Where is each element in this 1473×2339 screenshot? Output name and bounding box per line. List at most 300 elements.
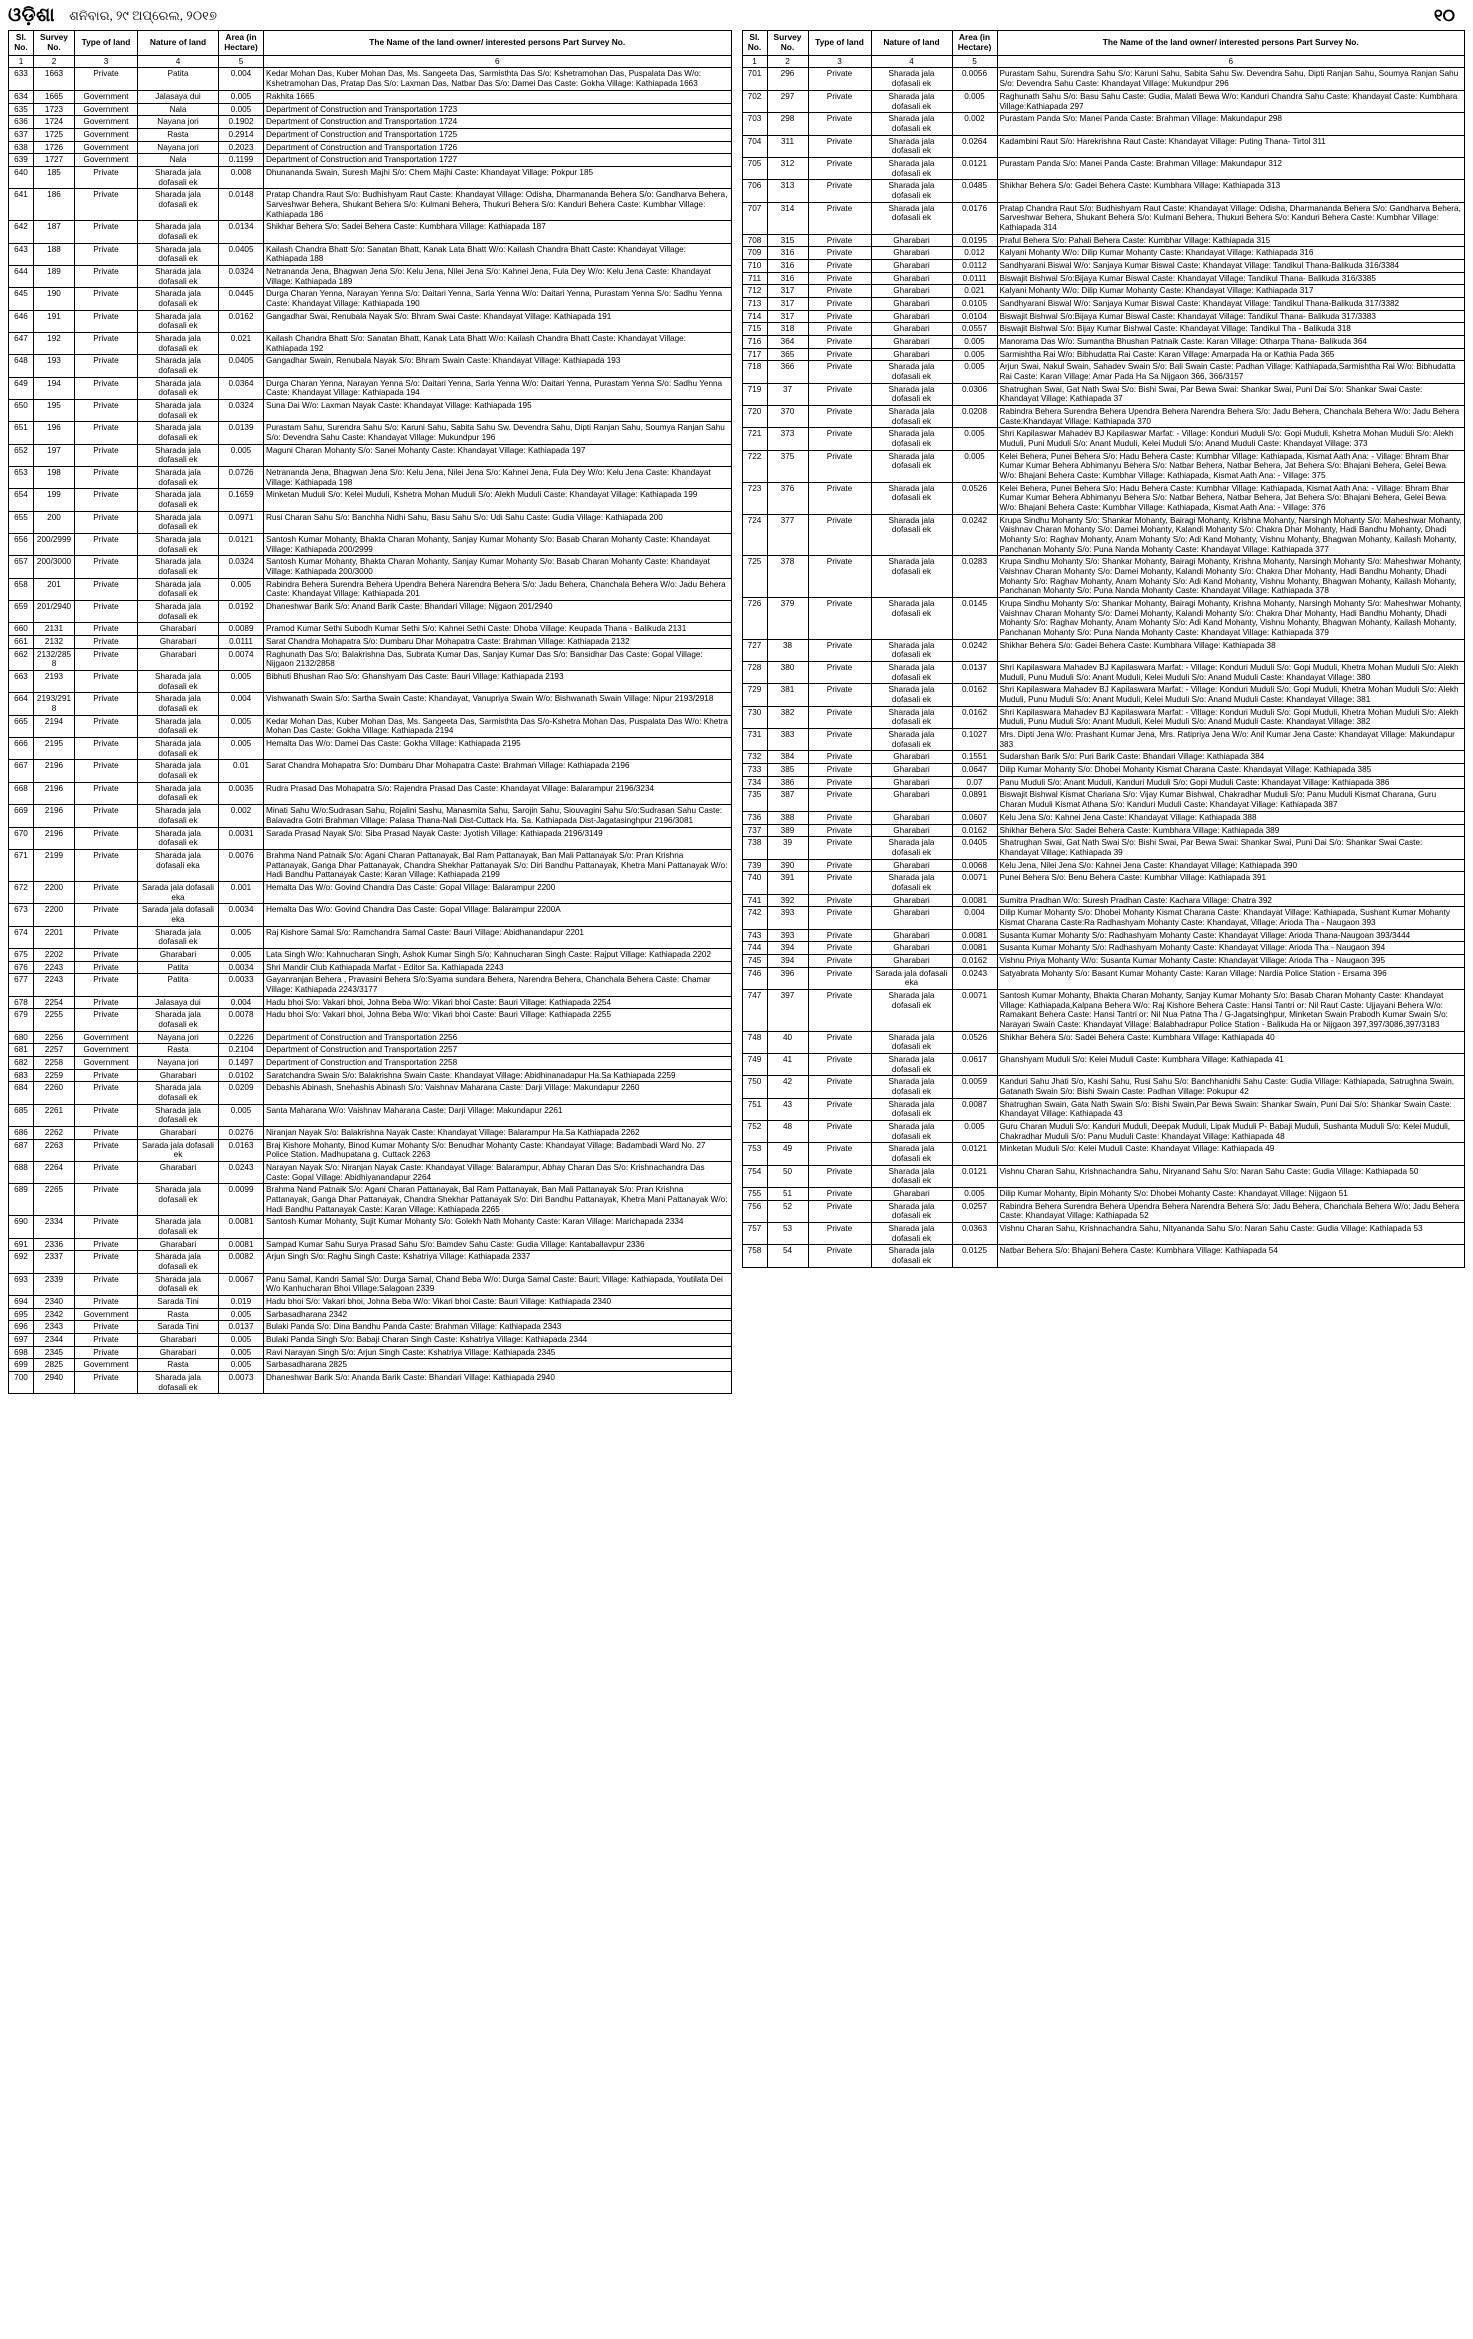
table-row	[742, 1053, 1465, 1075]
table-row	[9, 671, 732, 693]
cell-type-of-land: Government	[75, 1359, 138, 1372]
cell-nature-of-land: Rasta	[138, 128, 219, 141]
cell-owner: Lata Singh W/o: Kahnucharan Singh, Ashok Kumar Singh S/o: Kahnucharan Singh Caste: Rajput Village: Kathiapada 2202	[264, 948, 732, 961]
cell-nature-of-land: Sharada jala dofasali ek	[138, 760, 219, 782]
cell-nature-of-land: Gharabari	[138, 1126, 219, 1139]
cell-area: 0.0242	[952, 514, 997, 556]
cell-type-of-land: Private	[75, 849, 138, 881]
cell-survey-no: 316	[767, 247, 808, 260]
table-row	[9, 904, 732, 926]
cell-survey-no: 396	[767, 967, 808, 989]
table-row	[742, 706, 1465, 728]
table-row	[9, 636, 732, 649]
cell-survey-no: 41	[767, 1053, 808, 1075]
cell-owner: Kelu Jena, Nilei Jena S/o: Kahnei Jena Caste: Khandayat Village: Kathiapada 390	[997, 859, 1465, 872]
table-row	[9, 1104, 732, 1126]
cell-survey-no: 370	[767, 405, 808, 427]
cell-area: 0.005	[219, 1308, 264, 1321]
cell-sl-no: 741	[742, 894, 767, 907]
cell-sl-no: 657	[9, 556, 34, 578]
cell-owner: Shri Kapilaswara Mahadev BJ Kapilaswara Marfat: - Village: Konduri Muduli S/o: Gopi Muduli, Khetra Mohan Muduli S/o: Alekh Muduli, Punu Muduli S/o: Anant Muduli, Kelei Muduli S/o: Anand Muduli Caste: Khandayat Village: 381	[997, 684, 1465, 706]
cell-nature-of-land: Sharada jala dofasali ek	[138, 489, 219, 511]
cell-survey-no: 2194	[34, 715, 75, 737]
cell-area: 0.0162	[219, 310, 264, 332]
cell-survey-no: 48	[767, 1120, 808, 1142]
table-row	[9, 1372, 732, 1394]
cell-survey-no: 43	[767, 1098, 808, 1120]
cell-sl-no: 648	[9, 355, 34, 377]
cell-survey-no: 313	[767, 180, 808, 202]
cell-nature-of-land: Nayana jori	[138, 1056, 219, 1069]
cell-type-of-land: Private	[75, 904, 138, 926]
cell-survey-no: 2265	[34, 1184, 75, 1216]
cell-survey-no: 2202	[34, 948, 75, 961]
table-row	[742, 776, 1465, 789]
cell-type-of-land: Government	[75, 116, 138, 129]
cell-survey-no: 193	[34, 355, 75, 377]
cell-nature-of-land: Sharada jala dofasali ek	[138, 1009, 219, 1031]
header-nature-of-land: Nature of land	[871, 31, 952, 56]
cell-area: 0.0195	[952, 234, 997, 247]
table-row	[9, 1308, 732, 1321]
cell-nature-of-land: Sharada jala dofasali ek	[871, 1143, 952, 1165]
cell-sl-no: 728	[742, 662, 767, 684]
cell-area: 0.0162	[952, 954, 997, 967]
cell-survey-no: 200	[34, 511, 75, 533]
cell-nature-of-land: Sharada jala dofasali ek	[138, 738, 219, 760]
two-column-layout	[0, 30, 1473, 1402]
cell-sl-no: 723	[742, 482, 767, 514]
cell-type-of-land: Government	[75, 154, 138, 167]
table-row	[9, 399, 732, 421]
cell-nature-of-land: Sharada jala dofasali ek	[871, 1165, 952, 1187]
cell-survey-no: 2196	[34, 782, 75, 804]
cell-area: 0.0081	[219, 1216, 264, 1238]
table-row	[9, 974, 732, 996]
table-row	[742, 1200, 1465, 1222]
cell-survey-no: 198	[34, 467, 75, 489]
table-row	[742, 323, 1465, 336]
cell-area: 0.0102	[219, 1069, 264, 1082]
table-head-left	[9, 31, 732, 68]
cell-type-of-land: Private	[75, 534, 138, 556]
cell-owner: Bibhuti Bhushan Rao S/o: Ghanshyam Das Caste: Bauri Village: Kathiapada 2193	[264, 671, 732, 693]
cell-sl-no: 713	[742, 297, 767, 310]
cell-survey-no: 382	[767, 706, 808, 728]
cell-area: 0.1902	[219, 116, 264, 129]
cell-owner: Sarat Chandra Mohapatra S/o: Dumbaru Dhar Mohapatra Caste: Brahman Village: Kathiapada 2196	[264, 760, 732, 782]
cell-type-of-land: Private	[808, 234, 871, 247]
cell-nature-of-land: Sharada jala dofasali ek	[871, 68, 952, 90]
cell-type-of-land: Private	[808, 1031, 871, 1053]
cell-area: 0.005	[952, 1120, 997, 1142]
cell-sl-no: 711	[742, 272, 767, 285]
right-column	[742, 30, 1466, 1268]
cell-area: 0.0283	[952, 556, 997, 598]
cell-survey-no: 316	[767, 272, 808, 285]
cell-area: 0.0148	[219, 189, 264, 221]
table-row	[9, 1184, 732, 1216]
cell-area: 0.002	[219, 805, 264, 827]
cell-sl-no: 738	[742, 837, 767, 859]
publication-logo: ଓଡ଼ିଶା	[8, 4, 56, 26]
cell-type-of-land: Private	[808, 989, 871, 1031]
table-row	[9, 1031, 732, 1044]
table-row	[742, 259, 1465, 272]
cell-area: 0.004	[952, 907, 997, 929]
cell-sl-no: 642	[9, 221, 34, 243]
cell-type-of-land: Private	[75, 1139, 138, 1161]
cell-survey-no: 373	[767, 428, 808, 450]
cell-sl-no: 661	[9, 636, 34, 649]
cell-type-of-land: Private	[808, 1143, 871, 1165]
table-row	[742, 482, 1465, 514]
cell-nature-of-land: Sharada jala dofasali ek	[871, 1120, 952, 1142]
cell-area: 0.005	[219, 715, 264, 737]
cell-nature-of-land: Gharabari	[138, 1069, 219, 1082]
cell-nature-of-land: Sharada jala dofasali ek	[138, 332, 219, 354]
cell-type-of-land: Private	[75, 1009, 138, 1031]
table-row	[742, 202, 1465, 234]
cell-nature-of-land: Sharada jala dofasali ek	[871, 1076, 952, 1098]
cell-nature-of-land: Gharabari	[871, 776, 952, 789]
cell-sl-no: 704	[742, 135, 767, 157]
cell-nature-of-land: Sharada jala dofasali ek	[138, 1184, 219, 1216]
cell-survey-no: 196	[34, 422, 75, 444]
cell-area: 0.005	[219, 578, 264, 600]
cell-type-of-land: Private	[75, 243, 138, 265]
header-owner: The Name of the land owner/ interested persons Part Survey No.	[997, 31, 1465, 56]
cell-owner: Department of Construction and Transportation 2257	[264, 1044, 732, 1057]
cell-sl-no: 705	[742, 157, 767, 179]
cell-nature-of-land: Sharada jala dofasali ek	[871, 514, 952, 556]
cell-survey-no: 392	[767, 894, 808, 907]
cell-sl-no: 669	[9, 805, 34, 827]
cell-area: 0.0078	[219, 1009, 264, 1031]
cell-nature-of-land: Gharabari	[871, 297, 952, 310]
cell-sl-no: 649	[9, 377, 34, 399]
cell-sl-no: 655	[9, 511, 34, 533]
cell-owner: Satyabrata Mohanty S/o: Basant Kumar Mohanty Caste: Karan Village: Nardia Police Station - Ersama 396	[997, 967, 1465, 989]
table-row	[9, 310, 732, 332]
table-row	[9, 154, 732, 167]
cell-sl-no: 724	[742, 514, 767, 556]
cell-nature-of-land: Sharada jala dofasali ek	[871, 729, 952, 751]
cell-type-of-land: Private	[808, 405, 871, 427]
cell-survey-no: 201/2940	[34, 601, 75, 623]
cell-survey-no: 2200	[34, 904, 75, 926]
cell-sl-no: 734	[742, 776, 767, 789]
cell-survey-no: 195	[34, 399, 75, 421]
cell-survey-no: 2193	[34, 671, 75, 693]
cell-area: 0.0363	[952, 1223, 997, 1245]
publication-date: ଶନିବାର, ୨୯ ଅପ୍ରେଲ, ୨୦୧୭	[69, 7, 217, 23]
cell-area: 0.005	[219, 926, 264, 948]
cell-area: 0.0242	[952, 639, 997, 661]
cell-sl-no: 692	[9, 1251, 34, 1273]
cell-sl-no: 683	[9, 1069, 34, 1082]
cell-area: 0.0104	[952, 310, 997, 323]
cell-nature-of-land: Sharada jala dofasali ek	[871, 450, 952, 482]
cell-nature-of-land: Rasta	[138, 1044, 219, 1057]
cell-area: 0.005	[219, 1104, 264, 1126]
cell-area: 0.0125	[952, 1245, 997, 1267]
cell-survey-no: 316	[767, 259, 808, 272]
cell-area: 0.005	[219, 738, 264, 760]
cell-sl-no: 717	[742, 348, 767, 361]
cell-sl-no: 677	[9, 974, 34, 996]
cell-owner: Sudarshan Barik S/o: Puri Barik Caste: Bhandari Village: Kathiapada 384	[997, 751, 1465, 764]
table-row	[742, 1165, 1465, 1187]
cell-owner: Raghunath Das S/o: Balakrishna Das, Subrata Kumar Das, Sanjay Kumar Das S/o: Bansidhar Das Caste: Gopal Village: Nijgaon 2132/2858	[264, 648, 732, 670]
cell-survey-no: 2132	[34, 636, 75, 649]
cell-nature-of-land: Nayana jori	[138, 1031, 219, 1044]
cell-nature-of-land: Sarada jala dofasali ek	[138, 1139, 219, 1161]
cell-owner: Purastam Sahu, Surendra Sahu S/o: Karuni Sahu, Sabita Sahu Sw. Devendra Sahu, Dipti Ranjan Sahu, Soumya Ranjan Sahu S/o: Devendra Sahu Caste: Khandayat Village: Mukundpur 196	[264, 422, 732, 444]
cell-area: 0.0145	[952, 598, 997, 640]
cell-sl-no: 749	[742, 1053, 767, 1075]
cell-nature-of-land: Gharabari	[871, 247, 952, 260]
cell-owner: Brahma Nand Patnaik S/o: Agani Charan Pattanayak, Bal Ram Pattanayak, Ban Mali Pattanayak S/o: Pran Krishna Pattanayak, Ganga Dhar Pattanayak, Chandra Shekhar Pattanayak S/o: Diri Bandhu Pattanayak, Khetra Mani Pattanayak W/o: Hadi Bandhu Pattanayak Caste: Karan Village: Kathiapada 2265	[264, 1184, 732, 1216]
header-type-of-land: Type of land	[808, 31, 871, 56]
cell-type-of-land: Private	[75, 1372, 138, 1394]
cell-nature-of-land: Sharada jala dofasali ek	[871, 113, 952, 135]
cell-area: 0.2023	[219, 141, 264, 154]
table-row	[742, 729, 1465, 751]
cell-area: 0.0405	[952, 837, 997, 859]
cell-survey-no: 393	[767, 907, 808, 929]
cell-owner: Durga Charan Yenna, Narayan Yenna S/o: Daitari Yenna, Sarla Yenna W/o: Daitari Yenna, Purastam Yenna S/o: Sadhu Yenna Caste: Khandayat Village: Kathiapada 194	[264, 377, 732, 399]
cell-area: 0.005	[219, 1346, 264, 1359]
cell-nature-of-land: Sharada jala dofasali ek	[138, 782, 219, 804]
cell-sl-no: 638	[9, 141, 34, 154]
cell-area: 0.1659	[219, 489, 264, 511]
cell-area: 0.0276	[219, 1126, 264, 1139]
cell-nature-of-land: Nayana jori	[138, 141, 219, 154]
cell-nature-of-land: Gharabari	[138, 623, 219, 636]
cell-survey-no: 389	[767, 824, 808, 837]
cell-area: 0.005	[219, 444, 264, 466]
cell-nature-of-land: Sharada jala dofasali ek	[871, 1200, 952, 1222]
cell-nature-of-land: Sharada jala dofasali ek	[138, 715, 219, 737]
cell-owner: Saratchandra Swain S/o: Balakrishna Swain Caste: Khandayat Village: Abidhinanadapur Ha.Sa Kathiapada 2259	[264, 1069, 732, 1082]
cell-sl-no: 720	[742, 405, 767, 427]
cell-sl-no: 653	[9, 467, 34, 489]
cell-nature-of-land: Sharada jala dofasali ek	[871, 361, 952, 383]
cell-survey-no: 390	[767, 859, 808, 872]
cell-owner: Arjun Singh S/o: Raghu Singh Caste: Kshatriya Village: Kathiapada 2337	[264, 1251, 732, 1273]
cell-owner: Hadu bhoi S/o: Vakari bhoi, Johna Beba W/o: Vikari bhoi Caste: Bauri Village: Kathiapada 2255	[264, 1009, 732, 1031]
cell-area: 0.0364	[219, 377, 264, 399]
cell-area: 0.0485	[952, 180, 997, 202]
cell-type-of-land: Private	[75, 1321, 138, 1334]
cell-sl-no: 664	[9, 693, 34, 715]
cell-survey-no: 2260	[34, 1082, 75, 1104]
cell-nature-of-land: Sharada jala dofasali ek	[138, 1273, 219, 1295]
cell-sl-no: 745	[742, 954, 767, 967]
cell-type-of-land: Private	[808, 180, 871, 202]
cell-type-of-land: Government	[75, 1031, 138, 1044]
cell-nature-of-land: Gharabari	[138, 1334, 219, 1347]
cell-type-of-land: Private	[75, 881, 138, 903]
header-row-right	[742, 31, 1465, 56]
cell-nature-of-land: Sharada jala dofasali ek	[138, 288, 219, 310]
table-row	[9, 1082, 732, 1104]
table-row	[742, 361, 1465, 383]
cell-area: 0.0617	[952, 1053, 997, 1075]
cell-type-of-land: Private	[808, 90, 871, 112]
cell-owner: Kelei Behera, Punei Behera S/o: Hadu Behera Caste: Kumbhar Village: Kathiapada, Kismat Aath Ana: - Village: Bhram Bhar Kumar Kumar Behera Abhimanyu Behera S/o: Natbar Behera, Natbar Behera, Jat Behera S/o: Bhajani Behera, Gelei Bewa W/o: Bhajani Behera Caste: Kumbhar Village: Kathiapada, Kismat Aath Ana: - Village: 376	[997, 482, 1465, 514]
table-row	[742, 1098, 1465, 1120]
cell-nature-of-land: Gharabari	[871, 811, 952, 824]
cell-owner: Shikhar Behera S/o: Sadei Behera Caste: Kumbhara Village: Kathiapada 389	[997, 824, 1465, 837]
cell-sl-no: 696	[9, 1321, 34, 1334]
cell-survey-no: 2940	[34, 1372, 75, 1394]
cell-survey-no: 391	[767, 872, 808, 894]
cell-nature-of-land: Sharada jala dofasali ek	[871, 383, 952, 405]
cell-survey-no: 380	[767, 662, 808, 684]
table-row	[9, 128, 732, 141]
table-row	[9, 1238, 732, 1251]
cell-survey-no: 2255	[34, 1009, 75, 1031]
cell-owner: Kelei Behera, Punei Behera S/o: Hadu Behera Caste: Kumbhar Village: Kathiapada, Kismat Aath Ana: - Village: Bhram Bhar Kumar Kumar Behera Abhimanyu Behera S/o: Natbar Behera, Natbar Behera, Jat Behera S/o: Bhajani Behera, Gelei Bewa W/o: Bhajani Behera Caste: Kumbhar Village: Kathiapada, Kismat Aath Ana: - Village: 375	[997, 450, 1465, 482]
cell-area: 0.004	[219, 996, 264, 1009]
cell-owner: Netrananda Jena, Bhagwan Jena S/o: Kelu Jena, Nilei Jena S/o: Kahnei Jena, Fula Dey W/o: Kelu Jena Caste: Khandayat Village: Kathiapada 198	[264, 467, 732, 489]
cell-area: 0.0891	[952, 789, 997, 811]
cell-nature-of-land: Sharada jala dofasali ek	[138, 243, 219, 265]
cell-sl-no: 736	[742, 811, 767, 824]
cell-area: 0.005	[952, 348, 997, 361]
cell-owner: Kadambini Raut S/o: Harekrishna Raut Caste: Khandayat Village: Puting Thana- Tirtol 311	[997, 135, 1465, 157]
cell-survey-no: 2825	[34, 1359, 75, 1372]
cell-nature-of-land: Sharada jala dofasali ek	[138, 221, 219, 243]
cell-owner: Santa Maharana W/o: Vaishnav Maharana Caste: Darji Village: Makundapur 2261	[264, 1104, 732, 1126]
cell-nature-of-land: Sarada Tini	[138, 1321, 219, 1334]
cell-type-of-land: Private	[808, 556, 871, 598]
cell-type-of-land: Private	[808, 1223, 871, 1245]
cell-area: 0.0076	[219, 849, 264, 881]
table-row	[742, 907, 1465, 929]
cell-type-of-land: Private	[808, 247, 871, 260]
cell-nature-of-land: Sharada jala dofasali ek	[138, 1082, 219, 1104]
cell-nature-of-land: Sharada jala dofasali ek	[871, 90, 952, 112]
cell-survey-no: 51	[767, 1188, 808, 1201]
cell-nature-of-land: Sharada jala dofasali ek	[871, 428, 952, 450]
cell-owner: Vishwanath Swain S/o: Sartha Swain Caste: Khandayat, Vanupriya Swain W/o: Bishwanath Swain Village: Nipur 2193/2918	[264, 693, 732, 715]
cell-survey-no: 2193/2918	[34, 693, 75, 715]
cell-area: 0.0033	[219, 974, 264, 996]
cell-area: 0.0111	[219, 636, 264, 649]
cell-nature-of-land: Gharabari	[871, 310, 952, 323]
cell-survey-no: 190	[34, 288, 75, 310]
cell-area: 0.0112	[952, 259, 997, 272]
table-row	[742, 247, 1465, 260]
cell-survey-no: 53	[767, 1223, 808, 1245]
cell-nature-of-land: Sharada jala dofasali ek	[138, 467, 219, 489]
cell-owner: Sarbasadharana 2342	[264, 1308, 732, 1321]
cell-owner: Department of Construction and Transportation 2258	[264, 1056, 732, 1069]
cell-type-of-land: Private	[808, 967, 871, 989]
cell-owner: Hadu bhoi S/o: Vakari bhoi, Johna Beba W/o: Vikari bhoi Caste: Bauri Village: Kathiapada 2340	[264, 1296, 732, 1309]
cell-type-of-land: Private	[808, 1188, 871, 1201]
cell-owner: Kanduri Sahu Jhati S/o, Kashi Sahu, Rusi Sahu S/o: Banchhanidhi Sahu Caste: Gudia Village: Kathiapada, Satrughna Swain, Gatanath Swain S/o: Bishi Swain Caste: Padhan Village: Pokupur 42	[997, 1076, 1465, 1098]
table-row	[742, 1031, 1465, 1053]
cell-nature-of-land: Sharada jala dofasali ek	[871, 482, 952, 514]
cell-area: 0.1497	[219, 1056, 264, 1069]
cell-survey-no: 2243	[34, 974, 75, 996]
cell-owner: Gayanranjan Behera , Pravasini Behera S/o:Syama sundara Behera, Narendra Behera, Chanchala Behera Caste: Chamar Village: Kathiapada 2243/3177	[264, 974, 732, 996]
cell-sl-no: 712	[742, 285, 767, 298]
table-row	[742, 894, 1465, 907]
cell-nature-of-land: Jalasaya dui	[138, 996, 219, 1009]
cell-type-of-land: Private	[808, 202, 871, 234]
cell-owner: Department of Construction and Transportation 1727	[264, 154, 732, 167]
cell-nature-of-land: Sharada jala dofasali ek	[871, 1223, 952, 1245]
cell-survey-no: 366	[767, 361, 808, 383]
cell-survey-no: 378	[767, 556, 808, 598]
cell-area: 0.0192	[219, 601, 264, 623]
cell-area: 0.0306	[952, 383, 997, 405]
cell-type-of-land: Private	[75, 1216, 138, 1238]
cell-owner: Shri Kapilaswara Mahadev BJ Kapilaswara Marfat: - Village: Konduri Muduli S/o: Gopi Muduli, Khetra Mohan Muduli S/o: Alekh Muduli, Punu Muduli S/o: Anant Muduli, Kelei Muduli S/o: Anand Muduli Caste: Khandayat Village: 382	[997, 706, 1465, 728]
cell-type-of-land: Private	[808, 272, 871, 285]
table-row	[742, 1143, 1465, 1165]
cell-area: 0.0137	[952, 662, 997, 684]
cell-nature-of-land: Sharada jala dofasali ek	[871, 872, 952, 894]
cell-survey-no: 297	[767, 90, 808, 112]
cell-area: 0.021	[952, 285, 997, 298]
header-num-6: 6	[264, 55, 732, 68]
cell-type-of-land: Private	[808, 776, 871, 789]
cell-sl-no: 751	[742, 1098, 767, 1120]
table-row	[9, 996, 732, 1009]
cell-area: 0.0162	[952, 684, 997, 706]
table-row	[9, 243, 732, 265]
cell-owner: Kelu Jena S/o: Kahnei Jena Caste: Khandayat Village: Kathiapada 388	[997, 811, 1465, 824]
cell-owner: Kailash Chandra Bhatt S/o: Sanatan Bhatt, Kanak Lata Bhatt W/o: Kailash Chandra Bhatt Caste: Khandayat Village: Kathiapada 192	[264, 332, 732, 354]
cell-type-of-land: Private	[75, 1069, 138, 1082]
cell-sl-no: 706	[742, 180, 767, 202]
cell-area: 0.0071	[952, 989, 997, 1031]
cell-survey-no: 186	[34, 189, 75, 221]
cell-survey-no: 317	[767, 310, 808, 323]
table-row	[9, 738, 732, 760]
cell-sl-no: 698	[9, 1346, 34, 1359]
cell-sl-no: 643	[9, 243, 34, 265]
table-row	[9, 926, 732, 948]
cell-nature-of-land: Gharabari	[871, 348, 952, 361]
table-row	[742, 1188, 1465, 1201]
cell-sl-no: 758	[742, 1245, 767, 1267]
cell-area: 0.0647	[952, 764, 997, 777]
header-num-5: 5	[952, 55, 997, 68]
cell-nature-of-land: Gharabari	[871, 764, 952, 777]
cell-type-of-land: Private	[75, 1082, 138, 1104]
cell-nature-of-land: Gharabari	[138, 636, 219, 649]
cell-type-of-land: Private	[75, 974, 138, 996]
cell-survey-no: 388	[767, 811, 808, 824]
table-row	[742, 942, 1465, 955]
cell-owner: Sumitra Pradhan W/o: Suresh Pradhan Caste: Kachara Village: Chatra 392	[997, 894, 1465, 907]
table-row	[742, 967, 1465, 989]
cell-nature-of-land: Sharada jala dofasali ek	[138, 265, 219, 287]
cell-owner: Ghanshyam Muduli S/o: Kelei Muduli Caste: Kumbhara Village: Kathiapada 41	[997, 1053, 1465, 1075]
cell-sl-no: 743	[742, 929, 767, 942]
table-row	[9, 1056, 732, 1069]
cell-type-of-land: Private	[808, 598, 871, 640]
cell-sl-no: 699	[9, 1359, 34, 1372]
cell-nature-of-land: Sharada jala dofasali ek	[138, 827, 219, 849]
